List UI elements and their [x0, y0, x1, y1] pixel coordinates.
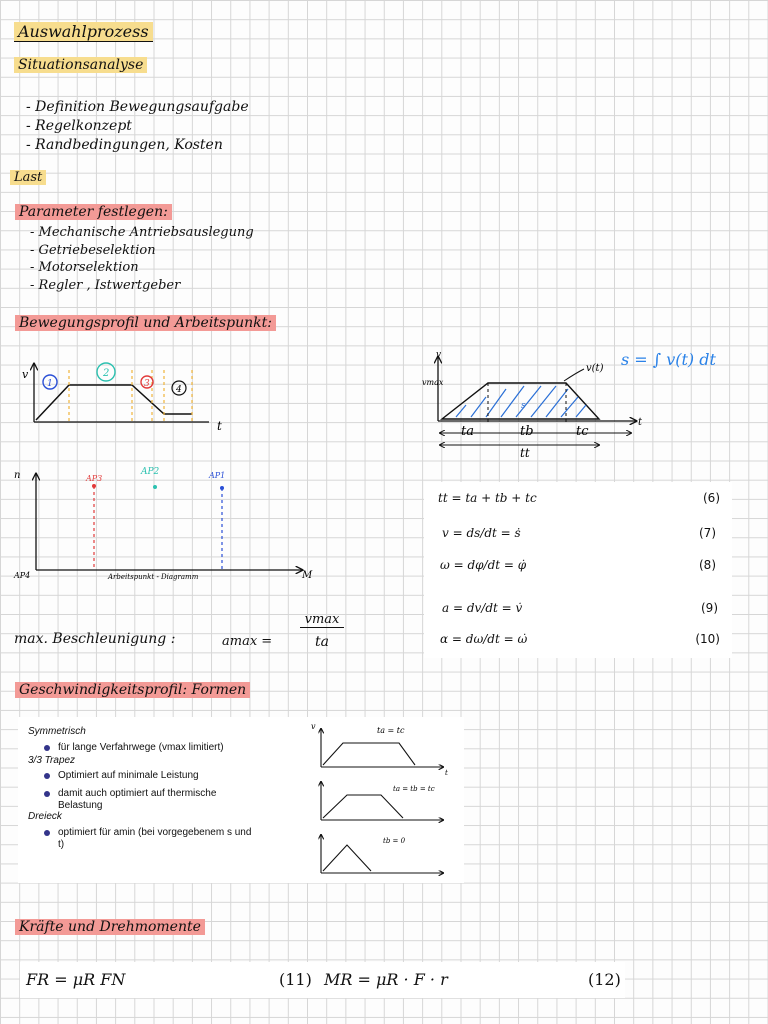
parameter-list [30, 224, 254, 294]
bullet [44, 830, 50, 836]
phase-2-label: 2 [103, 368, 110, 379]
tc-label: tc [576, 424, 589, 439]
ta-label: ta [461, 424, 474, 439]
vt-label: v(t) [586, 363, 604, 374]
t-label: t [638, 417, 643, 428]
heading-last: Last [10, 170, 46, 185]
max-accel-label: max. Beschleunigung : [14, 631, 176, 647]
phase-4-label: 4 [176, 385, 182, 395]
parameter-item: - Mechanische Antriebsauslegung [30, 225, 254, 240]
bullet [44, 773, 50, 779]
equation-number-12: (12) [588, 970, 621, 989]
n-label: n [14, 470, 21, 481]
label-symmetrisch: Symmetrisch [28, 726, 86, 737]
bottom-equations [20, 962, 625, 998]
phase-1-label: 1 [47, 379, 53, 389]
dreieck-item-1: optimiert für amin (bei vorgegebenem s und [58, 827, 252, 838]
v-label: v [436, 350, 442, 360]
parameter-item: - Motorselektion [30, 260, 139, 275]
situation-item: - Randbedingungen, Kosten [26, 137, 223, 153]
tt-label: tt [520, 446, 530, 460]
equation-number-11: (11) [279, 970, 312, 989]
equation-9: a = dv/dt = v̇ [442, 601, 523, 615]
trapezoid-diagram [416, 345, 766, 460]
ap-diagram [10, 466, 320, 584]
ap4-label: AP4 [14, 571, 31, 580]
ap2-point [153, 485, 157, 489]
heading-bewegungsprofil: Bewegungsprofil und Arbeitspunkt: [15, 315, 276, 331]
profile-forms-box [18, 717, 464, 883]
v-label: v [311, 722, 316, 731]
ap3-label: AP3 [86, 474, 103, 483]
graph-2-label: ta = tb = tc [393, 785, 435, 793]
equation-number-6: (6) [703, 491, 720, 505]
situation-item: - Regelkonzept [26, 118, 132, 134]
trapez-item-2: damit auch optimiert auf thermische [58, 788, 217, 799]
heading-parameter: Parameter festlegen: [15, 204, 172, 220]
tb-label: tb [520, 424, 534, 439]
max-accel-numerator: vmax [300, 612, 344, 628]
equation-number-7: (7) [699, 526, 716, 540]
max-accel-lhs: amax = [222, 634, 273, 649]
bullet [44, 745, 50, 751]
ap2-label: AP2 [141, 467, 160, 477]
situation-list [26, 98, 249, 155]
equation-number-9: (9) [701, 601, 718, 615]
t-label: t [217, 419, 222, 432]
equation-12: MR = μR · F · r [324, 970, 448, 989]
velocity-profile [36, 385, 192, 420]
equation-11: FR = μR FN [26, 970, 126, 989]
ap3-point [92, 484, 96, 488]
equation-box [424, 482, 732, 658]
parameter-item: - Regler , Istwertgeber [30, 277, 181, 293]
symmetrisch-item: für lange Verfahrwege (vmax limitiert) [58, 742, 224, 753]
graph-3-label: tb = 0 [383, 837, 406, 845]
heading-geschwindigkeitsprofil: Geschwindigkeitsprofil: Formen [15, 682, 250, 698]
equation-number-10: (10) [695, 632, 720, 646]
situation-item: - Definition Bewegungsaufgabe [26, 99, 249, 115]
label-dreieck: Dreieck [28, 811, 62, 822]
heading-kraefte: Kräfte und Drehmomente [15, 919, 205, 935]
ap1-point [220, 486, 224, 490]
vmax-label: vmax [422, 378, 444, 387]
profile-graphs [303, 717, 463, 883]
equation-7: v = ds/dt = ṡ [442, 526, 521, 540]
dreieck-item-2: t) [58, 839, 65, 850]
t-label: t [445, 769, 448, 777]
equation-number-8: (8) [699, 558, 716, 572]
trapez-item-1: Optimiert auf minimale Leistung [58, 770, 199, 781]
graph-1-label: ta = tc [377, 726, 405, 735]
m-label: M [302, 570, 313, 581]
max-accel-denominator: ta [315, 634, 329, 650]
ap-diagram-caption: Arbeitspunkt - Diagramm [108, 573, 199, 581]
label-trapez: 3/3 Trapez [28, 755, 76, 766]
s-label: s [521, 401, 526, 411]
title-auswahlprozess: Auswahlprozess [14, 22, 153, 41]
profile-sketch [14, 352, 234, 432]
equation-8: ω = dφ/dt = φ̇ [440, 558, 527, 572]
v-label: v [22, 368, 29, 381]
equation-10: α = dω/dt = ω̇ [440, 632, 528, 646]
heading-situationsanalyse: Situationsanalyse [14, 57, 147, 73]
phase-3-label: 3 [144, 379, 150, 389]
parameter-item: - Getriebeselektion [30, 242, 156, 258]
bullet [44, 791, 50, 797]
trapez-item-3: Belastung [58, 800, 103, 811]
s-integral-formula: s = ∫ v(t) dt [621, 350, 716, 369]
ap1-label: AP1 [209, 471, 226, 480]
equation-6: tt = ta + tb + tc [438, 491, 537, 505]
